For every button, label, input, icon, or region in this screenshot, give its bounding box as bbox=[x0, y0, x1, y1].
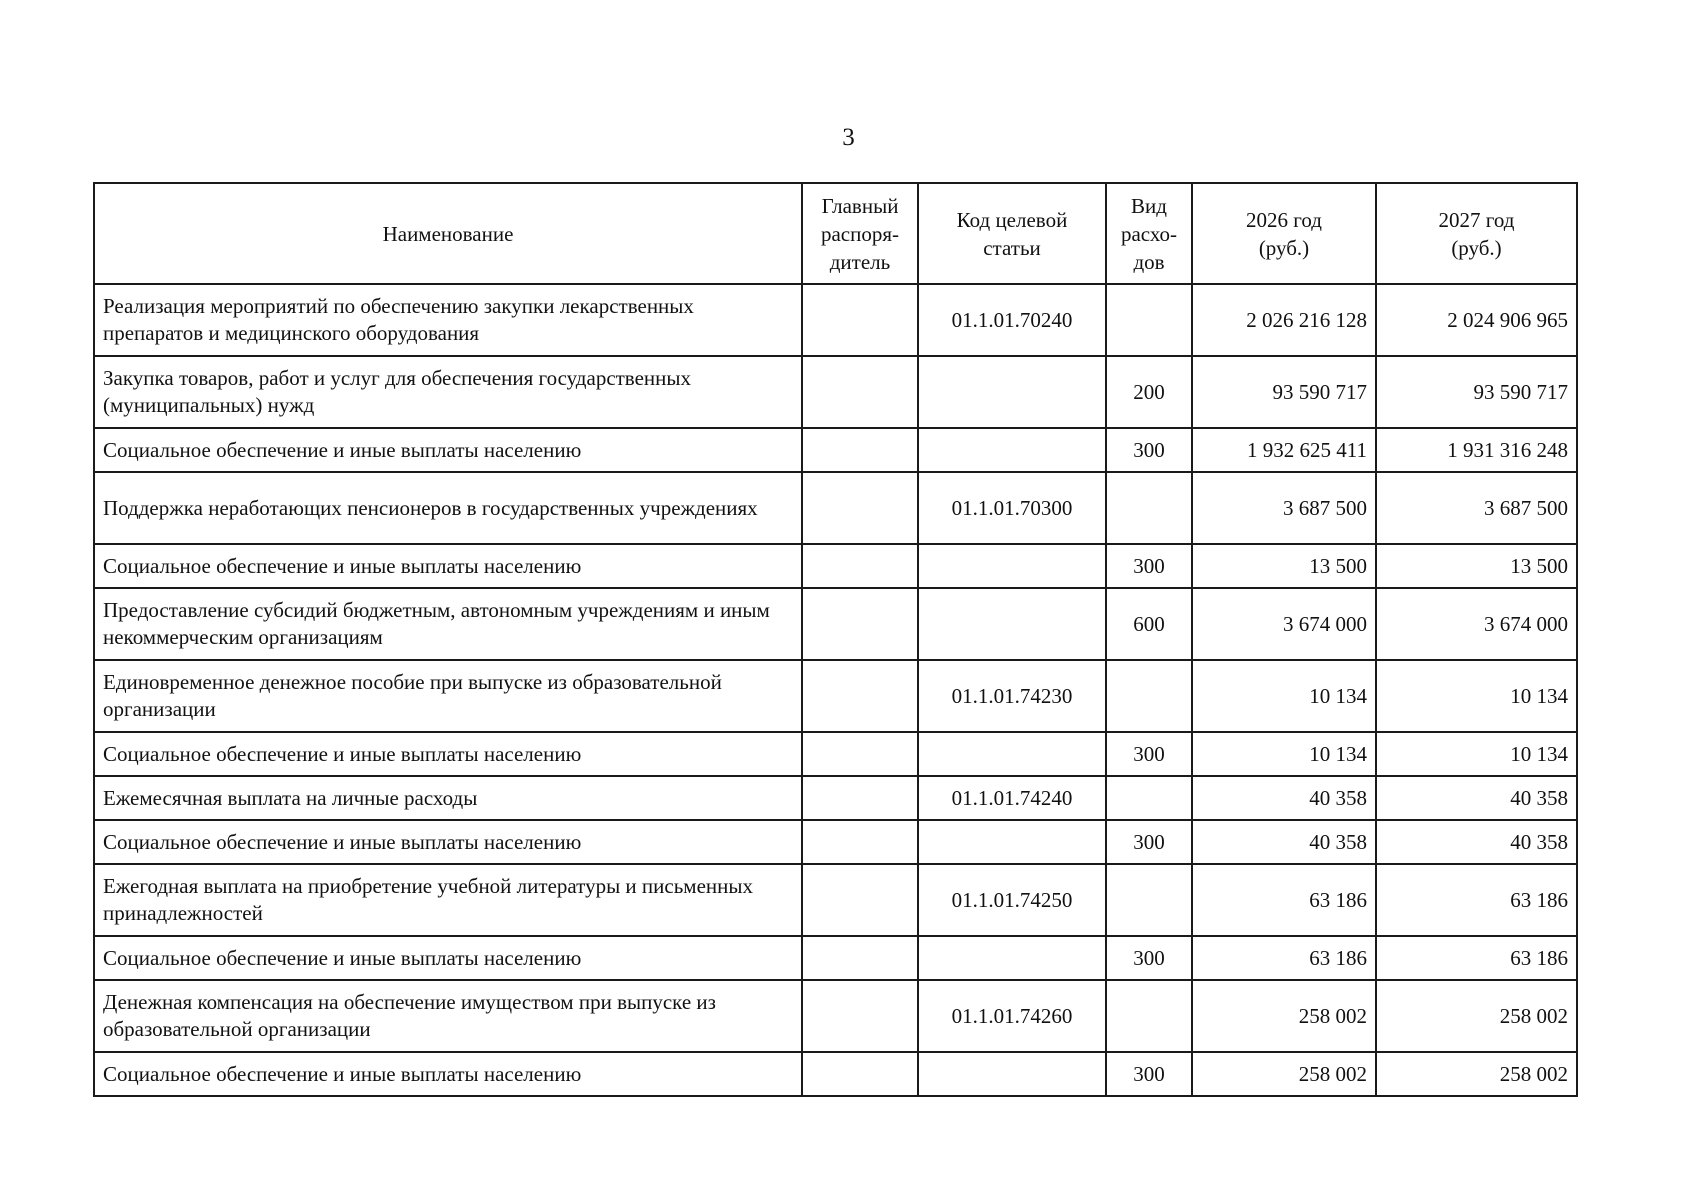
cell-2027: 10 134 bbox=[1376, 732, 1577, 776]
cell-2026: 40 358 bbox=[1192, 820, 1376, 864]
cell-name: Поддержка неработающих пенсионеров в государственных учреждениях bbox=[94, 472, 802, 544]
cell-manager bbox=[802, 472, 918, 544]
table-row bbox=[94, 776, 1577, 820]
cell-manager bbox=[802, 864, 918, 936]
cell-2026: 93 590 717 bbox=[1192, 356, 1376, 428]
cell-code bbox=[918, 544, 1106, 588]
cell-name: Ежемесячная выплата на личные расходы bbox=[94, 776, 802, 820]
cell-2027: 40 358 bbox=[1376, 776, 1577, 820]
page-number: 3 bbox=[842, 124, 855, 151]
cell-code: 01.1.01.70240 bbox=[918, 284, 1106, 356]
table-row bbox=[94, 588, 1577, 660]
cell-2026: 40 358 bbox=[1192, 776, 1376, 820]
cell-type bbox=[1106, 776, 1192, 820]
table-row bbox=[94, 820, 1577, 864]
header-code: Код целевой статьи bbox=[918, 183, 1106, 284]
cell-code bbox=[918, 356, 1106, 428]
table-row bbox=[94, 356, 1577, 428]
cell-2027: 93 590 717 bbox=[1376, 356, 1577, 428]
cell-2026: 10 134 bbox=[1192, 660, 1376, 732]
table-row bbox=[94, 284, 1577, 356]
cell-manager bbox=[802, 660, 918, 732]
header-2026: 2026 год (руб.) bbox=[1192, 183, 1376, 284]
cell-code: 01.1.01.74230 bbox=[918, 660, 1106, 732]
cell-2027: 258 002 bbox=[1376, 980, 1577, 1052]
table-header-row bbox=[94, 183, 1577, 284]
cell-type bbox=[1106, 660, 1192, 732]
cell-2027: 258 002 bbox=[1376, 1052, 1577, 1096]
cell-2027: 2 024 906 965 bbox=[1376, 284, 1577, 356]
cell-name: Социальное обеспечение и иные выплаты населению bbox=[94, 936, 802, 980]
cell-code: 01.1.01.74240 bbox=[918, 776, 1106, 820]
cell-code bbox=[918, 820, 1106, 864]
cell-manager bbox=[802, 776, 918, 820]
cell-manager bbox=[802, 356, 918, 428]
cell-2026: 2 026 216 128 bbox=[1192, 284, 1376, 356]
table-row bbox=[94, 732, 1577, 776]
cell-code bbox=[918, 588, 1106, 660]
cell-2026: 258 002 bbox=[1192, 1052, 1376, 1096]
table-row bbox=[94, 1052, 1577, 1096]
cell-name: Социальное обеспечение и иные выплаты населению bbox=[94, 428, 802, 472]
cell-type: 200 bbox=[1106, 356, 1192, 428]
cell-manager bbox=[802, 820, 918, 864]
cell-manager bbox=[802, 588, 918, 660]
table-row bbox=[94, 864, 1577, 936]
cell-type bbox=[1106, 980, 1192, 1052]
cell-code bbox=[918, 428, 1106, 472]
cell-type bbox=[1106, 284, 1192, 356]
cell-2027: 3 687 500 bbox=[1376, 472, 1577, 544]
cell-2026: 63 186 bbox=[1192, 864, 1376, 936]
cell-type: 300 bbox=[1106, 936, 1192, 980]
cell-code bbox=[918, 936, 1106, 980]
cell-manager bbox=[802, 428, 918, 472]
cell-code: 01.1.01.74260 bbox=[918, 980, 1106, 1052]
cell-manager bbox=[802, 936, 918, 980]
cell-type: 600 bbox=[1106, 588, 1192, 660]
cell-2027: 3 674 000 bbox=[1376, 588, 1577, 660]
cell-2026: 3 674 000 bbox=[1192, 588, 1376, 660]
table-row bbox=[94, 472, 1577, 544]
cell-2026: 10 134 bbox=[1192, 732, 1376, 776]
cell-manager bbox=[802, 1052, 918, 1096]
cell-code: 01.1.01.74250 bbox=[918, 864, 1106, 936]
cell-name: Закупка товаров, работ и услуг для обеспечения государственных (муниципальных) нужд bbox=[94, 356, 802, 428]
cell-manager bbox=[802, 284, 918, 356]
header-2027: 2027 год (руб.) bbox=[1376, 183, 1577, 284]
cell-type bbox=[1106, 864, 1192, 936]
cell-type bbox=[1106, 472, 1192, 544]
cell-manager bbox=[802, 732, 918, 776]
cell-name: Реализация мероприятий по обеспечению закупки лекарственных препаратов и медицинского оборудования bbox=[94, 284, 802, 356]
cell-2026: 1 932 625 411 bbox=[1192, 428, 1376, 472]
cell-manager bbox=[802, 980, 918, 1052]
cell-2027: 63 186 bbox=[1376, 936, 1577, 980]
cell-2026: 258 002 bbox=[1192, 980, 1376, 1052]
cell-name: Предоставление субсидий бюджетным, автономным учреждениям и иным некоммерческим организациям bbox=[94, 588, 802, 660]
table-row bbox=[94, 980, 1577, 1052]
header-name: Наименование bbox=[94, 183, 802, 284]
cell-code bbox=[918, 732, 1106, 776]
cell-type: 300 bbox=[1106, 544, 1192, 588]
budget-table bbox=[93, 182, 1578, 1097]
cell-2027: 40 358 bbox=[1376, 820, 1577, 864]
table-row bbox=[94, 936, 1577, 980]
cell-type: 300 bbox=[1106, 1052, 1192, 1096]
cell-name: Денежная компенсация на обеспечение имуществом при выпуске из образовательной организации bbox=[94, 980, 802, 1052]
table-row bbox=[94, 660, 1577, 732]
cell-name: Единовременное денежное пособие при выпуске из образовательной организации bbox=[94, 660, 802, 732]
cell-type: 300 bbox=[1106, 732, 1192, 776]
cell-code: 01.1.01.70300 bbox=[918, 472, 1106, 544]
cell-name: Социальное обеспечение и иные выплаты населению bbox=[94, 544, 802, 588]
header-type: Вид расхо- дов bbox=[1106, 183, 1192, 284]
cell-2026: 63 186 bbox=[1192, 936, 1376, 980]
cell-2027: 10 134 bbox=[1376, 660, 1577, 732]
cell-type: 300 bbox=[1106, 820, 1192, 864]
cell-code bbox=[918, 1052, 1106, 1096]
cell-name: Социальное обеспечение и иные выплаты населению bbox=[94, 820, 802, 864]
table-row bbox=[94, 544, 1577, 588]
header-manager: Главный распоря- дитель bbox=[802, 183, 918, 284]
cell-name: Ежегодная выплата на приобретение учебной литературы и письменных принадлежностей bbox=[94, 864, 802, 936]
cell-name: Социальное обеспечение и иные выплаты населению bbox=[94, 732, 802, 776]
cell-manager bbox=[802, 544, 918, 588]
cell-2026: 3 687 500 bbox=[1192, 472, 1376, 544]
cell-2026: 13 500 bbox=[1192, 544, 1376, 588]
cell-name: Социальное обеспечение и иные выплаты населению bbox=[94, 1052, 802, 1096]
cell-type: 300 bbox=[1106, 428, 1192, 472]
cell-2027: 63 186 bbox=[1376, 864, 1577, 936]
table-row bbox=[94, 428, 1577, 472]
cell-2027: 1 931 316 248 bbox=[1376, 428, 1577, 472]
cell-2027: 13 500 bbox=[1376, 544, 1577, 588]
